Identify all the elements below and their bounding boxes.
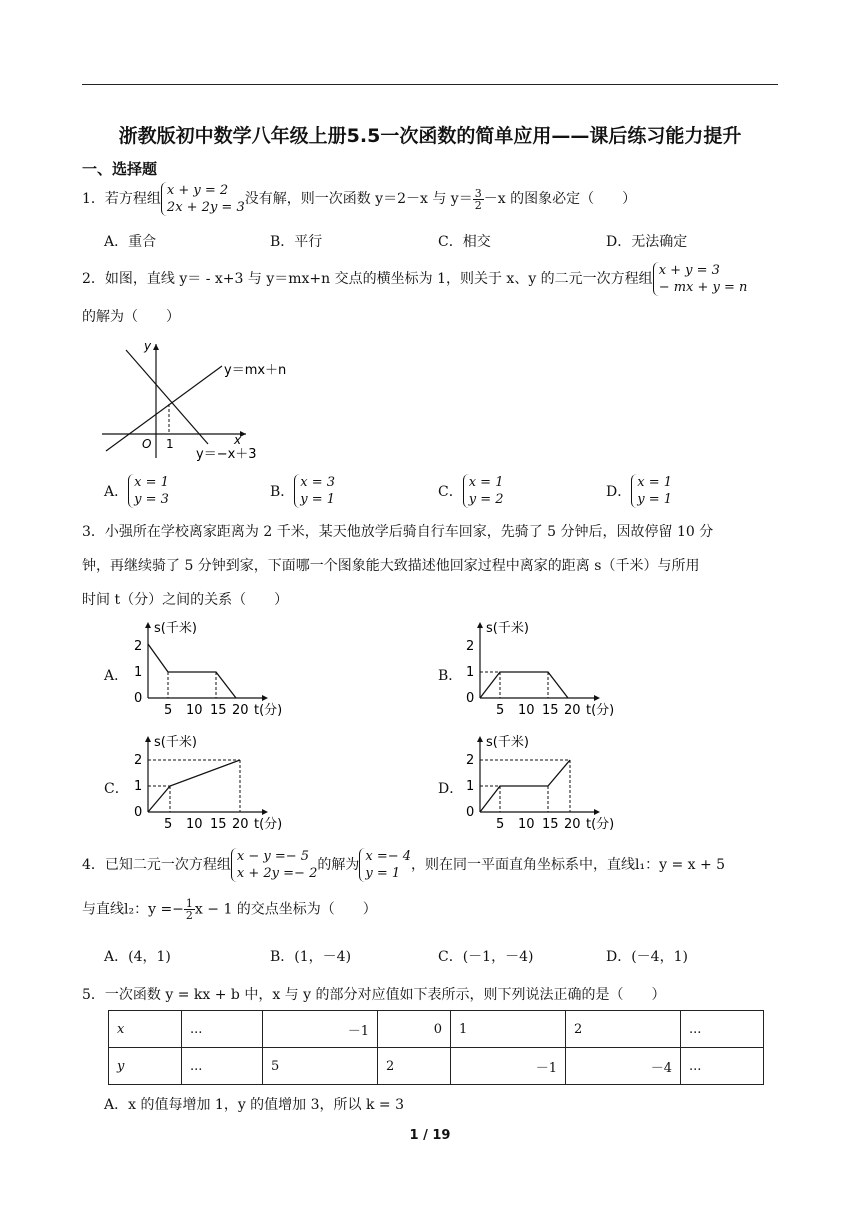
y-tick-label: 1 [466, 779, 475, 794]
y-axis-arrow [477, 622, 483, 628]
q3-graph-a [128, 618, 298, 720]
q4-option-a: A．(4，1) [104, 949, 171, 965]
question-1: 1．若方程组x + y = 2 2x + 2y = 3没有解，则一次函数 y＝2－x 与 y＝ $\frac{3}{2}$ －x 的图象必定（ ） [82, 183, 637, 215]
x-axis-label: t(分) [254, 703, 283, 718]
graph-frame [134, 734, 282, 832]
y-axis-label: s(千米) [486, 621, 529, 636]
y-axis-label: s(千米) [486, 735, 529, 750]
q3-graph-b [460, 618, 630, 720]
q1-option-c: C．相交 [438, 234, 491, 250]
q3-graph-d [460, 732, 630, 834]
q3-option-b: B． [438, 668, 463, 684]
y-tick-label: 0 [466, 805, 475, 820]
q2-graph-origin: O [142, 437, 152, 451]
page-title: 浙教版初中数学八年级上册5.5一次函数的简单应用——课后练习能力提升 [118, 125, 742, 147]
y-tick-label: 2 [134, 639, 143, 654]
question-3-line2: 钟，再继续骑了 5 分钟到家，下面哪一个图象能大致描述他回家过程中离家的距离 s（千米）与所用 [82, 558, 700, 574]
solution-system: x =− 4 y = 1 [359, 848, 411, 882]
q2-option-a: A．x = 1 y = 3 [104, 475, 169, 507]
x-tick-label: 20 [232, 703, 249, 718]
q4-option-b: B．(1，－4) [270, 949, 352, 965]
y-tick-label: 1 [134, 779, 143, 794]
equation-system: x + y = 2 2x + 2y = 3 [161, 182, 245, 216]
graph-frame [466, 620, 614, 718]
x-tick-label: 5 [164, 817, 173, 832]
question-4: 4．已知二元一次方程组x − y =− 5 x + 2y =− 2的解为x =− 4 y = 1，则在同一平面直角坐标系中，直线l₁：y = x + 5 [82, 849, 726, 881]
question-4-line2: 与直线l₂：y =− $\frac{1}{2}$ x − 1 的交点坐标为（ ） [82, 897, 377, 922]
page-number: 1 / 19 [409, 1128, 451, 1143]
x-tick-label: 20 [232, 817, 249, 832]
q3-option-c: C． [104, 781, 129, 797]
table-row: x ... －1 0 1 2 ... [109, 1011, 764, 1048]
y-tick-label: 2 [466, 753, 475, 768]
q2-option-b: B．x = 3 y = 1 [270, 475, 336, 507]
q5-option-a: A．x 的值每增加 1，y 的值增加 3，所以 k = 3 [104, 1097, 405, 1113]
q2-graph-tick-1: 1 [166, 437, 174, 451]
q3-graph-c [128, 732, 298, 834]
x-tick-label: 10 [186, 703, 203, 718]
section-heading: 一、选择题 [82, 160, 158, 178]
value-table [108, 1010, 764, 1085]
question-3-line1: 3．小强所在学校离家距离为 2 千米，某天他放学后骑自行车回家，先骑了 5 分钟后，因故停留 10 分 [82, 524, 714, 540]
y-axis-label: s(千米) [154, 735, 197, 750]
q2-graph [98, 336, 288, 464]
q1-option-b: B．平行 [270, 234, 323, 250]
x-axis-arrow [262, 809, 268, 815]
question-2: 2．如图，直线 y＝ - x+3 与 y＝mx+n 交点的横坐标为 1，则关于 x、y 的二元一次方程组x + y = 3 − mx + y = n [82, 263, 748, 295]
equation-system: x − y =− 5 x + 2y =− 2 [231, 848, 317, 882]
q3-option-d: D． [438, 781, 464, 797]
y-tick-label: 2 [466, 639, 475, 654]
x-axis-arrow [594, 695, 600, 701]
x-tick-label: 15 [210, 817, 227, 832]
y-tick-label: 0 [134, 691, 143, 706]
question-5: 5．一次函数 y = kx + b 中，x 与 y 的部分对应值如下表所示，则下列说法正确的是（ ） [82, 987, 666, 1003]
x-tick-label: 5 [164, 703, 173, 718]
y-tick-label: 0 [466, 691, 475, 706]
q2-option-c: C．x = 1 y = 2 [438, 475, 504, 507]
q3-option-a: A． [104, 668, 129, 684]
q2-option-d: D．x = 1 y = 1 [606, 475, 673, 507]
x-axis-arrow [594, 809, 600, 815]
graph-frame [466, 734, 614, 832]
x-axis-arrow [262, 695, 268, 701]
q1-option-a: A．重合 [104, 234, 157, 250]
q2-graph-line2-label: y＝−x＋3 [196, 447, 257, 462]
table-row: y ... 5 2 －1 －4 ... [109, 1048, 764, 1085]
x-tick-label: 20 [564, 817, 581, 832]
x-axis-label: t(分) [586, 703, 615, 718]
q2-graph-y-label: y [144, 339, 152, 353]
q1-option-d: D．无法确定 [606, 234, 688, 250]
x-tick-label: 15 [210, 703, 227, 718]
fraction: $\frac{3}{2}$ [474, 186, 482, 212]
q2-graph-x-label: x [234, 433, 242, 447]
y-tick-label: 0 [134, 805, 143, 820]
graph-frame [134, 620, 282, 718]
q4-option-d: D．(－4，1) [606, 949, 688, 965]
x-tick-label: 15 [542, 817, 559, 832]
y-axis-arrow [477, 736, 483, 742]
equation-system: x + y = 3 − mx + y = n [653, 262, 748, 296]
q4-option-c: C．(－1，－4) [438, 949, 534, 965]
x-tick-label: 10 [518, 703, 535, 718]
x-tick-label: 10 [518, 817, 535, 832]
q2-graph-line1-label: y＝mx＋n [224, 363, 287, 378]
x-tick-label: 5 [496, 703, 505, 718]
x-tick-label: 10 [186, 817, 203, 832]
y-tick-label: 2 [134, 753, 143, 768]
x-tick-label: 15 [542, 703, 559, 718]
x-tick-label: 20 [564, 703, 581, 718]
x-axis-label: t(分) [586, 817, 615, 832]
question-2-line2: 的解为（ ） [82, 309, 180, 325]
question-3-line3: 时间 t（分）之间的关系（ ） [82, 592, 289, 608]
header-rule [82, 84, 778, 85]
y-tick-label: 1 [134, 665, 143, 680]
x-axis-label: t(分) [254, 817, 283, 832]
fraction: $\frac{1}{2}$ [185, 897, 193, 922]
y-axis-arrow [145, 622, 151, 628]
y-tick-label: 1 [466, 665, 475, 680]
y-axis-label: s(千米) [154, 621, 197, 636]
x-tick-label: 5 [496, 817, 505, 832]
y-axis-arrow [145, 736, 151, 742]
